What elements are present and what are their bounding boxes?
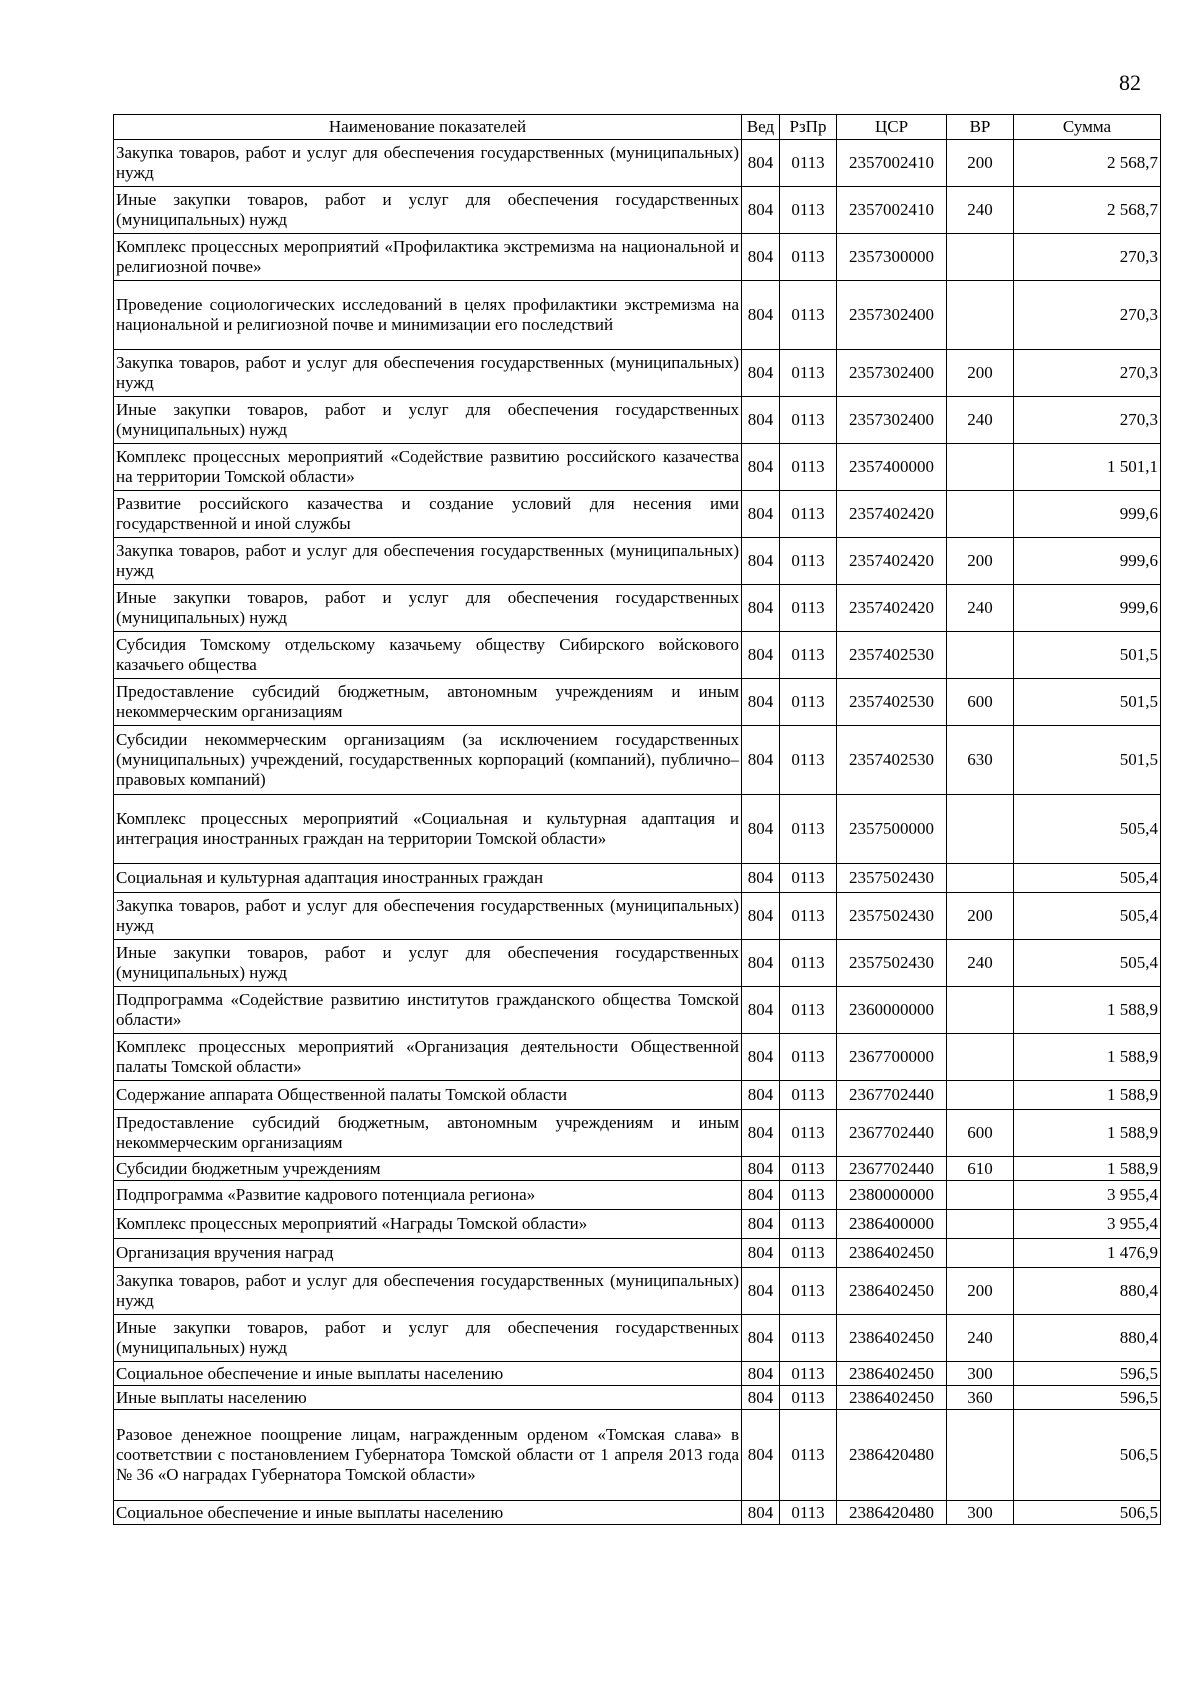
cell-name: Проведение социологических исследований в целях профилактики экстремизма на национальной и религиозной почве и минимизации его последствий bbox=[114, 281, 742, 350]
table-row bbox=[114, 679, 1161, 726]
table-row bbox=[114, 795, 1161, 864]
cell-vr bbox=[947, 795, 1014, 864]
cell-ved: 804 bbox=[742, 1386, 780, 1410]
cell-sum: 1 588,9 bbox=[1014, 987, 1161, 1034]
cell-rzpr: 0113 bbox=[780, 795, 837, 864]
cell-ved: 804 bbox=[742, 187, 780, 234]
cell-ved: 804 bbox=[742, 281, 780, 350]
table-row bbox=[114, 491, 1161, 538]
cell-name: Иные закупки товаров, работ и услуг для обеспечения государственных (муниципальных) нужд bbox=[114, 1315, 742, 1362]
cell-name: Комплекс процессных мероприятий «Социальная и культурная адаптация и интеграция иностранных граждан на территории Томской области» bbox=[114, 795, 742, 864]
cell-rzpr: 0113 bbox=[780, 726, 837, 795]
cell-name: Социальная и культурная адаптация иностранных граждан bbox=[114, 864, 742, 893]
cell-csr: 2386402450 bbox=[837, 1362, 947, 1386]
header-sum: Сумма bbox=[1014, 115, 1161, 140]
cell-vr bbox=[947, 444, 1014, 491]
cell-sum: 501,5 bbox=[1014, 679, 1161, 726]
cell-ved: 804 bbox=[742, 795, 780, 864]
cell-vr bbox=[947, 1239, 1014, 1268]
cell-csr: 2386402450 bbox=[837, 1268, 947, 1315]
cell-vr bbox=[947, 632, 1014, 679]
cell-rzpr: 0113 bbox=[780, 1239, 837, 1268]
cell-rzpr: 0113 bbox=[780, 893, 837, 940]
cell-vr: 200 bbox=[947, 140, 1014, 187]
cell-name: Социальное обеспечение и иные выплаты населению bbox=[114, 1501, 742, 1525]
cell-sum: 501,5 bbox=[1014, 632, 1161, 679]
cell-csr: 2357002410 bbox=[837, 140, 947, 187]
cell-csr: 2357402530 bbox=[837, 632, 947, 679]
cell-sum: 505,4 bbox=[1014, 864, 1161, 893]
header-vr: ВР bbox=[947, 115, 1014, 140]
table-row bbox=[114, 726, 1161, 795]
cell-rzpr: 0113 bbox=[780, 397, 837, 444]
table-row bbox=[114, 1110, 1161, 1157]
cell-name: Подпрограмма «Развитие кадрового потенциала региона» bbox=[114, 1181, 742, 1210]
cell-ved: 804 bbox=[742, 140, 780, 187]
cell-sum: 501,5 bbox=[1014, 726, 1161, 795]
cell-csr: 2357402420 bbox=[837, 538, 947, 585]
header-csr: ЦСР bbox=[837, 115, 947, 140]
table-row bbox=[114, 1181, 1161, 1210]
cell-csr: 2357502430 bbox=[837, 864, 947, 893]
cell-name: Комплекс процессных мероприятий «Награды Томской области» bbox=[114, 1210, 742, 1239]
cell-sum: 999,6 bbox=[1014, 491, 1161, 538]
table-row bbox=[114, 397, 1161, 444]
cell-csr: 2367702440 bbox=[837, 1157, 947, 1181]
cell-vr: 200 bbox=[947, 893, 1014, 940]
cell-csr: 2357502430 bbox=[837, 893, 947, 940]
cell-rzpr: 0113 bbox=[780, 140, 837, 187]
table-row bbox=[114, 1501, 1161, 1525]
header-ved: Вед bbox=[742, 115, 780, 140]
cell-rzpr: 0113 bbox=[780, 281, 837, 350]
cell-name: Предоставление субсидий бюджетным, автономным учреждениям и иным некоммерческим организациям bbox=[114, 679, 742, 726]
cell-sum: 1 501,1 bbox=[1014, 444, 1161, 491]
cell-rzpr: 0113 bbox=[780, 987, 837, 1034]
cell-ved: 804 bbox=[742, 893, 780, 940]
cell-ved: 804 bbox=[742, 1181, 780, 1210]
cell-rzpr: 0113 bbox=[780, 864, 837, 893]
cell-rzpr: 0113 bbox=[780, 491, 837, 538]
cell-csr: 2357300000 bbox=[837, 234, 947, 281]
cell-name: Развитие российского казачества и создание условий для несения ими государственной и иной службы bbox=[114, 491, 742, 538]
cell-name: Закупка товаров, работ и услуг для обеспечения государственных (муниципальных) нужд bbox=[114, 350, 742, 397]
cell-name: Закупка товаров, работ и услуг для обеспечения государственных (муниципальных) нужд bbox=[114, 140, 742, 187]
table-row bbox=[114, 1034, 1161, 1081]
cell-sum: 3 955,4 bbox=[1014, 1181, 1161, 1210]
table-row bbox=[114, 1315, 1161, 1362]
cell-sum: 270,3 bbox=[1014, 350, 1161, 397]
cell-csr: 2357502430 bbox=[837, 940, 947, 987]
header-name: Наименование показателей bbox=[114, 115, 742, 140]
cell-name: Закупка товаров, работ и услуг для обеспечения государственных (муниципальных) нужд bbox=[114, 538, 742, 585]
cell-ved: 804 bbox=[742, 444, 780, 491]
cell-csr: 2357500000 bbox=[837, 795, 947, 864]
cell-csr: 2386402450 bbox=[837, 1239, 947, 1268]
cell-name: Социальное обеспечение и иные выплаты населению bbox=[114, 1362, 742, 1386]
cell-ved: 804 bbox=[742, 940, 780, 987]
cell-csr: 2367702440 bbox=[837, 1110, 947, 1157]
cell-sum: 1 588,9 bbox=[1014, 1110, 1161, 1157]
cell-csr: 2386402450 bbox=[837, 1386, 947, 1410]
table-row bbox=[114, 987, 1161, 1034]
table-row bbox=[114, 1410, 1161, 1501]
cell-rzpr: 0113 bbox=[780, 940, 837, 987]
cell-sum: 2 568,7 bbox=[1014, 187, 1161, 234]
cell-ved: 804 bbox=[742, 632, 780, 679]
cell-csr: 2380000000 bbox=[837, 1181, 947, 1210]
cell-sum: 3 955,4 bbox=[1014, 1210, 1161, 1239]
table-row bbox=[114, 940, 1161, 987]
table-header-row bbox=[114, 115, 1161, 140]
cell-name: Иные закупки товаров, работ и услуг для обеспечения государственных (муниципальных) нужд bbox=[114, 397, 742, 444]
cell-sum: 880,4 bbox=[1014, 1268, 1161, 1315]
cell-rzpr: 0113 bbox=[780, 1181, 837, 1210]
cell-ved: 804 bbox=[742, 1410, 780, 1501]
cell-ved: 804 bbox=[742, 1362, 780, 1386]
cell-sum: 505,4 bbox=[1014, 893, 1161, 940]
cell-vr bbox=[947, 1081, 1014, 1110]
cell-sum: 596,5 bbox=[1014, 1362, 1161, 1386]
table-row bbox=[114, 1268, 1161, 1315]
cell-rzpr: 0113 bbox=[780, 1268, 837, 1315]
cell-vr: 240 bbox=[947, 397, 1014, 444]
cell-vr bbox=[947, 1210, 1014, 1239]
cell-ved: 804 bbox=[742, 234, 780, 281]
cell-rzpr: 0113 bbox=[780, 679, 837, 726]
cell-rzpr: 0113 bbox=[780, 632, 837, 679]
table-row bbox=[114, 1386, 1161, 1410]
cell-rzpr: 0113 bbox=[780, 1362, 837, 1386]
cell-rzpr: 0113 bbox=[780, 1034, 837, 1081]
table-row bbox=[114, 350, 1161, 397]
cell-vr: 600 bbox=[947, 679, 1014, 726]
cell-vr: 240 bbox=[947, 1315, 1014, 1362]
cell-csr: 2357400000 bbox=[837, 444, 947, 491]
cell-ved: 804 bbox=[742, 1239, 780, 1268]
header-rzpr: РзПр bbox=[780, 115, 837, 140]
cell-ved: 804 bbox=[742, 987, 780, 1034]
cell-vr bbox=[947, 987, 1014, 1034]
table-row bbox=[114, 444, 1161, 491]
cell-ved: 804 bbox=[742, 726, 780, 795]
cell-rzpr: 0113 bbox=[780, 444, 837, 491]
cell-sum: 505,4 bbox=[1014, 940, 1161, 987]
cell-csr: 2357402420 bbox=[837, 585, 947, 632]
cell-vr bbox=[947, 864, 1014, 893]
cell-ved: 804 bbox=[742, 1315, 780, 1362]
cell-csr: 2386420480 bbox=[837, 1501, 947, 1525]
budget-table bbox=[113, 114, 1161, 1525]
cell-name: Иные закупки товаров, работ и услуг для обеспечения государственных (муниципальных) нужд bbox=[114, 940, 742, 987]
cell-sum: 1 476,9 bbox=[1014, 1239, 1161, 1268]
table-row bbox=[114, 585, 1161, 632]
table-row bbox=[114, 1081, 1161, 1110]
cell-ved: 804 bbox=[742, 679, 780, 726]
cell-vr bbox=[947, 234, 1014, 281]
table-row bbox=[114, 1210, 1161, 1239]
cell-csr: 2357402530 bbox=[837, 679, 947, 726]
cell-ved: 804 bbox=[742, 1157, 780, 1181]
cell-ved: 804 bbox=[742, 538, 780, 585]
cell-name: Комплекс процессных мероприятий «Организация деятельности Общественной палаты Томской области» bbox=[114, 1034, 742, 1081]
cell-csr: 2386402450 bbox=[837, 1315, 947, 1362]
cell-name: Закупка товаров, работ и услуг для обеспечения государственных (муниципальных) нужд bbox=[114, 1268, 742, 1315]
cell-vr: 240 bbox=[947, 187, 1014, 234]
page-number: 82 bbox=[1119, 70, 1141, 95]
cell-csr: 2357302400 bbox=[837, 281, 947, 350]
cell-sum: 999,6 bbox=[1014, 538, 1161, 585]
cell-vr bbox=[947, 1410, 1014, 1501]
cell-vr: 610 bbox=[947, 1157, 1014, 1181]
cell-name: Иные закупки товаров, работ и услуг для обеспечения государственных (муниципальных) нужд bbox=[114, 187, 742, 234]
cell-ved: 804 bbox=[742, 864, 780, 893]
cell-sum: 596,5 bbox=[1014, 1386, 1161, 1410]
table-row bbox=[114, 893, 1161, 940]
cell-sum: 506,5 bbox=[1014, 1410, 1161, 1501]
cell-rzpr: 0113 bbox=[780, 350, 837, 397]
cell-csr: 2367702440 bbox=[837, 1081, 947, 1110]
cell-vr bbox=[947, 1181, 1014, 1210]
table-row bbox=[114, 864, 1161, 893]
cell-name: Иные выплаты населению bbox=[114, 1386, 742, 1410]
cell-rzpr: 0113 bbox=[780, 1081, 837, 1110]
cell-sum: 880,4 bbox=[1014, 1315, 1161, 1362]
cell-csr: 2357402530 bbox=[837, 726, 947, 795]
cell-sum: 1 588,9 bbox=[1014, 1034, 1161, 1081]
cell-vr bbox=[947, 281, 1014, 350]
cell-rzpr: 0113 bbox=[780, 187, 837, 234]
cell-vr: 240 bbox=[947, 585, 1014, 632]
cell-sum: 506,5 bbox=[1014, 1501, 1161, 1525]
cell-ved: 804 bbox=[742, 1110, 780, 1157]
cell-rzpr: 0113 bbox=[780, 1386, 837, 1410]
cell-vr: 300 bbox=[947, 1501, 1014, 1525]
cell-csr: 2357302400 bbox=[837, 397, 947, 444]
cell-rzpr: 0113 bbox=[780, 1410, 837, 1501]
cell-ved: 804 bbox=[742, 350, 780, 397]
cell-csr: 2367700000 bbox=[837, 1034, 947, 1081]
cell-csr: 2386400000 bbox=[837, 1210, 947, 1239]
cell-name: Разовое денежное поощрение лицам, награжденным орденом «Томская слава» в соответствии с постановлением Губернатора Томской области от 1 апреля 2013 года № 36 «О наградах Губернатора Томской области» bbox=[114, 1410, 742, 1501]
cell-rzpr: 0113 bbox=[780, 234, 837, 281]
cell-csr: 2357302400 bbox=[837, 350, 947, 397]
cell-ved: 804 bbox=[742, 491, 780, 538]
cell-name: Содержание аппарата Общественной палаты Томской области bbox=[114, 1081, 742, 1110]
cell-vr: 240 bbox=[947, 940, 1014, 987]
cell-vr: 300 bbox=[947, 1362, 1014, 1386]
cell-ved: 804 bbox=[742, 1210, 780, 1239]
table-row bbox=[114, 281, 1161, 350]
cell-name: Иные закупки товаров, работ и услуг для обеспечения государственных (муниципальных) нужд bbox=[114, 585, 742, 632]
table-row bbox=[114, 234, 1161, 281]
cell-vr bbox=[947, 491, 1014, 538]
cell-csr: 2386420480 bbox=[837, 1410, 947, 1501]
cell-rzpr: 0113 bbox=[780, 1210, 837, 1239]
cell-name: Субсидии некоммерческим организациям (за исключением государственных (муниципальных) учреждений, государственных корпораций (компаний), публично–правовых компаний) bbox=[114, 726, 742, 795]
cell-ved: 804 bbox=[742, 585, 780, 632]
cell-name: Комплекс процессных мероприятий «Содействие развитию российского казачества на территории Томской области» bbox=[114, 444, 742, 491]
cell-sum: 999,6 bbox=[1014, 585, 1161, 632]
cell-vr bbox=[947, 1034, 1014, 1081]
cell-name: Комплекс процессных мероприятий «Профилактика экстремизма на национальной и религиозной почве» bbox=[114, 234, 742, 281]
cell-rzpr: 0113 bbox=[780, 1501, 837, 1525]
cell-sum: 1 588,9 bbox=[1014, 1081, 1161, 1110]
table-row bbox=[114, 1239, 1161, 1268]
cell-vr: 200 bbox=[947, 538, 1014, 585]
cell-name: Субсидия Томскому отдельскому казачьему обществу Сибирского войскового казачьего общества bbox=[114, 632, 742, 679]
cell-csr: 2357002410 bbox=[837, 187, 947, 234]
cell-vr: 200 bbox=[947, 350, 1014, 397]
cell-name: Подпрограмма «Содействие развитию институтов гражданского общества Томской области» bbox=[114, 987, 742, 1034]
cell-ved: 804 bbox=[742, 397, 780, 444]
cell-rzpr: 0113 bbox=[780, 585, 837, 632]
cell-csr: 2357402420 bbox=[837, 491, 947, 538]
cell-rzpr: 0113 bbox=[780, 1110, 837, 1157]
table-row bbox=[114, 632, 1161, 679]
cell-name: Субсидии бюджетным учреждениям bbox=[114, 1157, 742, 1181]
cell-rzpr: 0113 bbox=[780, 1315, 837, 1362]
table-row bbox=[114, 187, 1161, 234]
cell-ved: 804 bbox=[742, 1081, 780, 1110]
cell-sum: 505,4 bbox=[1014, 795, 1161, 864]
table-row bbox=[114, 1157, 1161, 1181]
table-row bbox=[114, 140, 1161, 187]
cell-ved: 804 bbox=[742, 1501, 780, 1525]
cell-name: Предоставление субсидий бюджетным, автономным учреждениям и иным некоммерческим организациям bbox=[114, 1110, 742, 1157]
table-row bbox=[114, 538, 1161, 585]
cell-vr: 200 bbox=[947, 1268, 1014, 1315]
cell-vr: 630 bbox=[947, 726, 1014, 795]
cell-vr: 360 bbox=[947, 1386, 1014, 1410]
cell-sum: 270,3 bbox=[1014, 281, 1161, 350]
cell-ved: 804 bbox=[742, 1034, 780, 1081]
cell-vr: 600 bbox=[947, 1110, 1014, 1157]
cell-name: Закупка товаров, работ и услуг для обеспечения государственных (муниципальных) нужд bbox=[114, 893, 742, 940]
cell-sum: 2 568,7 bbox=[1014, 140, 1161, 187]
cell-csr: 2360000000 bbox=[837, 987, 947, 1034]
cell-rzpr: 0113 bbox=[780, 538, 837, 585]
cell-name: Организация вручения наград bbox=[114, 1239, 742, 1268]
cell-ved: 804 bbox=[742, 1268, 780, 1315]
cell-sum: 270,3 bbox=[1014, 397, 1161, 444]
cell-sum: 1 588,9 bbox=[1014, 1157, 1161, 1181]
table-row bbox=[114, 1362, 1161, 1386]
cell-sum: 270,3 bbox=[1014, 234, 1161, 281]
cell-rzpr: 0113 bbox=[780, 1157, 837, 1181]
